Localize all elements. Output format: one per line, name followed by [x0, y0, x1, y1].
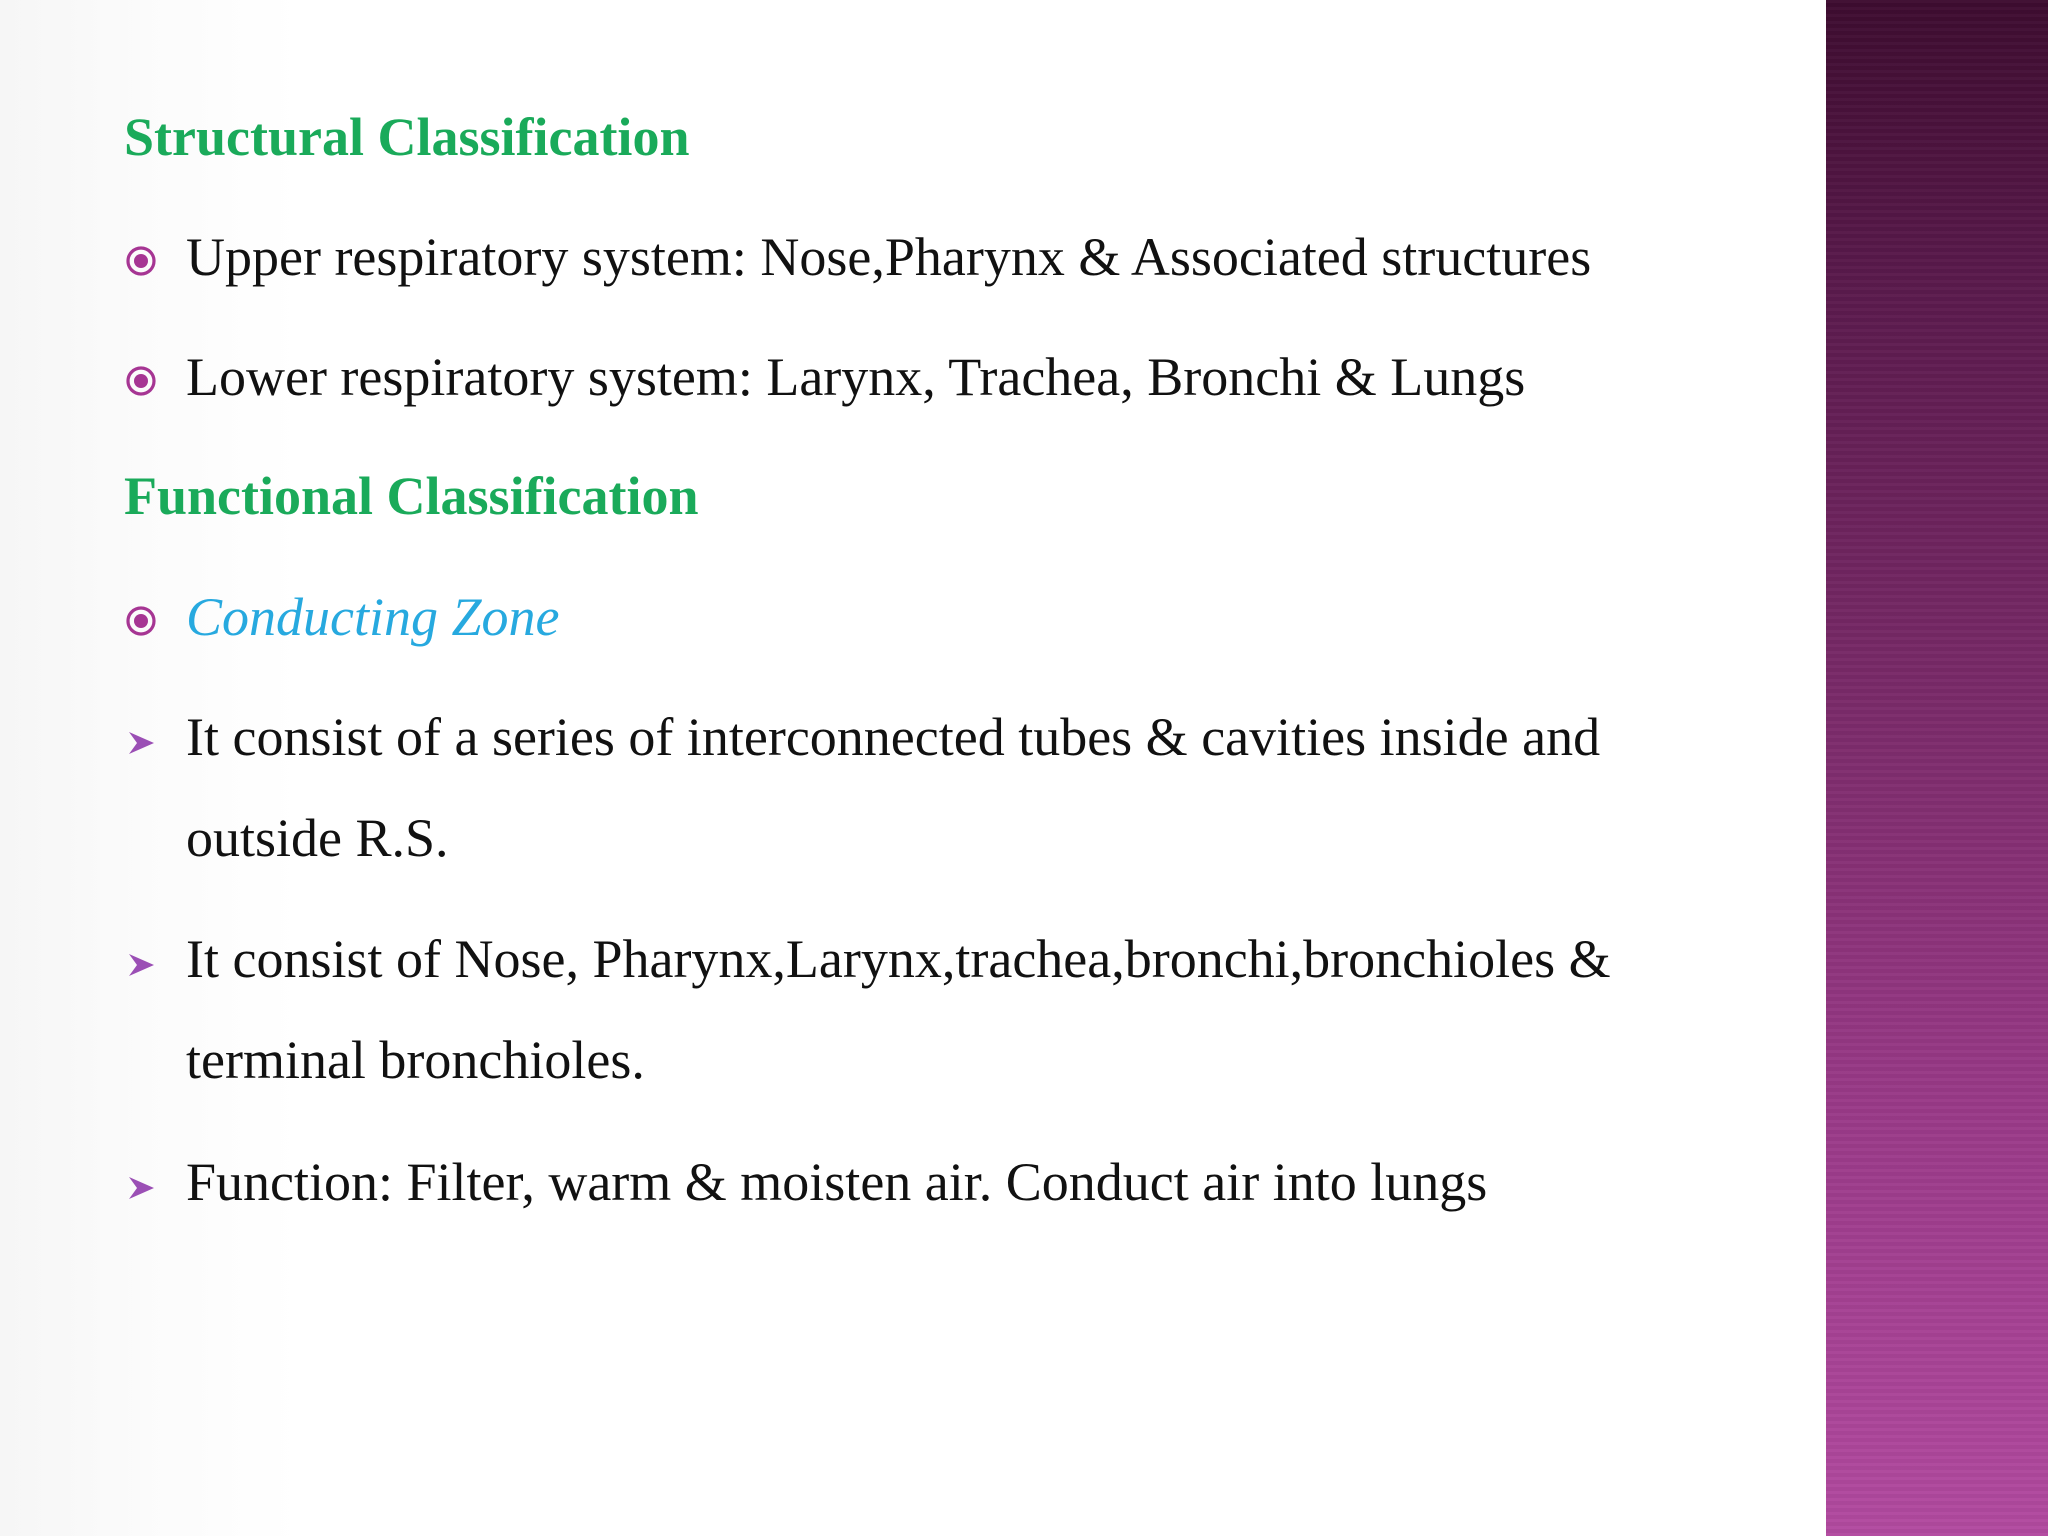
arrow-bullet-icon [124, 1171, 158, 1205]
list-item-text-line1: It consist of Nose, Pharynx,Larynx,trachea,bronchi,bronchioles & [186, 929, 1611, 989]
list-item-text: Upper respiratory system: Nose,Pharynx & Associated structures [186, 227, 1592, 287]
list-item-text: Lower respiratory system: Larynx, Trachea, Bronchi & Lungs [186, 347, 1526, 407]
arrow-bullet-icon [124, 948, 158, 982]
arrow-bullet-icon [124, 726, 158, 760]
list-item-text-line2: terminal bronchioles. [186, 1030, 645, 1090]
decorative-side-band [1826, 0, 2048, 1536]
list-item-text-line2: outside R.S. [186, 808, 449, 868]
target-bullet-icon [124, 364, 158, 398]
conducting-zone-subheading: Conducting Zone [186, 587, 560, 647]
list-item-text-line1: It consist of a series of interconnected tubes & cavities inside and [186, 707, 1601, 767]
structural-classification-heading: Structural Classification [124, 107, 690, 167]
list-item-text: Function: Filter, warm & moisten air. Conduct air into lungs [186, 1152, 1488, 1212]
functional-classification-heading: Functional Classification [124, 466, 699, 526]
target-bullet-icon [124, 604, 158, 638]
target-bullet-icon [124, 244, 158, 278]
